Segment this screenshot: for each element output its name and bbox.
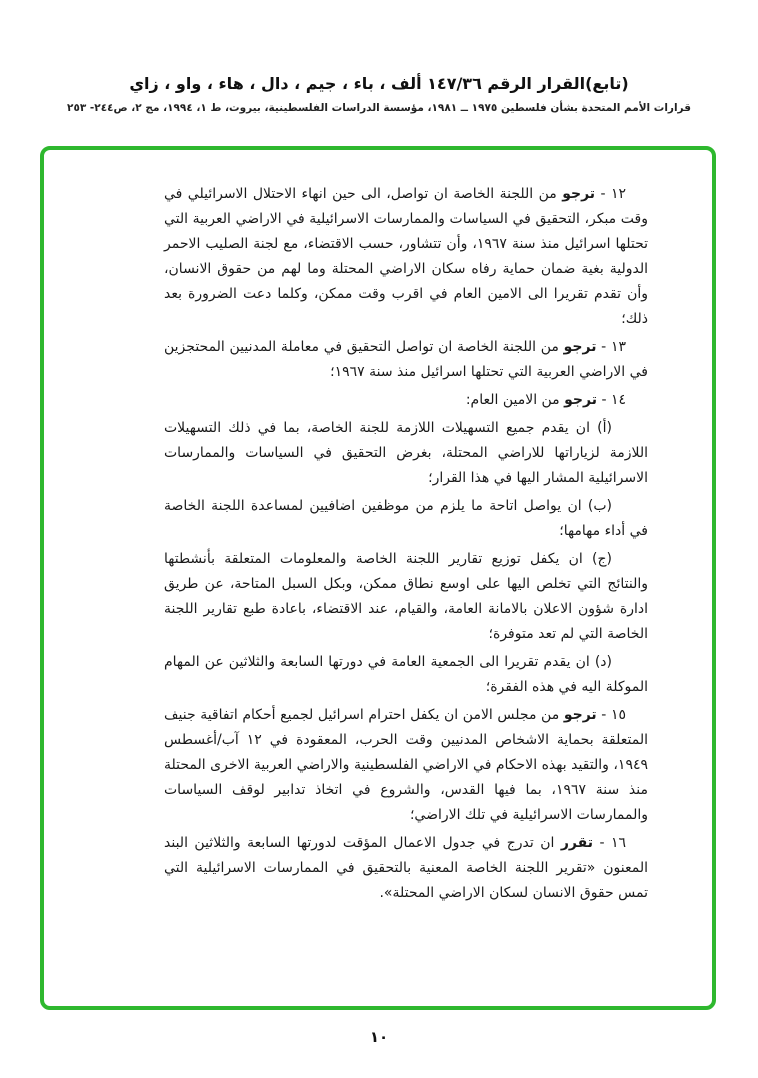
subparagraph-b bbox=[164, 494, 648, 544]
document-citation: قرارات الأمم المتحدة بشأن فلسطين ١٩٧٥ ــ ١٩٨١، مؤسسة الدراسات الفلسطينية، بيروت، ط ١، ١٩٩٤، مج ٢، ص٢٤٤- ٢٥٣ bbox=[67, 102, 691, 114]
paragraph-text: من مجلس الامن ان يكفل احترام اسرائيل لجميع أحكام اتفاقية جنيف المتعلقة بحماية الاشخاص المدنيين وقت الحرب، المعقودة في ١٢ آب/أغسطس ١٩٤٩، والتقيد بهذه الاحكام في الاراضي الفلسطينية والاراضي العربية الاخرى المحتلة منذ سنة ١٩٦٧، بما فيها القدس، والشروع في اتخاذ تدابير لوقف السياسات والممارسات الاسرائيلية في تلك الاراضي؛ bbox=[164, 707, 648, 823]
subparagraph-a bbox=[164, 416, 648, 491]
subparagraph-marker: (د) bbox=[594, 654, 613, 670]
paragraph-text: من اللجنة الخاصة ان تواصل، الى حين انهاء الاحتلال الاسرائيلي في وقت مبكر، التحقيق في السياسات والممارسات الاسرائيلية في الاراضي العربية التي تحتلها اسرائيل منذ سنة ١٩٦٧، وأن تتشاور، حسب الاقتضاء، مع لجنة الصليب الاحمر الدولية بغية ضمان حماية رفاه سكان الاراضي المحتلة وما لهم من حقوق الانسان، وأن تقدم تقريرا الى الامين العام في اقرب وقت ممكن، وكلما دعت الضرورة بعد ذلك؛ bbox=[164, 186, 648, 327]
paragraph-marker: ١٤ - bbox=[601, 392, 626, 408]
page-number: ١٠ bbox=[369, 1028, 389, 1046]
paragraph-marker: ١٦ - bbox=[599, 835, 626, 851]
subparagraph-text: ان يكفل توزيع تقارير اللجنة الخاصة والمعلومات المتعلقة بأنشطتها والنتائج التي تخلص اليها على اوسع نطاق ممكن، وبكل السبل المتاحة، عن طريق ادارة شؤون الاعلان بالامانة العامة، والقيام، عند الاقتضاء، باعادة طبع تقارير اللجنة الخاصة التي لم تعد متوفرة؛ bbox=[164, 551, 648, 642]
paragraph-text: ان تدرج في جدول الاعمال المؤقت لدورتها السابعة والثلاثين البند المعنون «تقرير اللجنة الخاصة المعنية بالتحقيق في الممارسات الاسرائيلية التي تمس حقوق الانسان لسكان الاراضي المحتلة». bbox=[164, 835, 648, 901]
subparagraph-text: ان يقدم جميع التسهيلات اللازمة للجنة الخاصة، بما في ذلك التسهيلات اللازمة لزياراتها للاراضي المحتلة، بغرض التحقيق في السياسات والممارسات الاسرائيلية المشار اليها في هذا القرار؛ bbox=[164, 420, 648, 486]
paragraph-lead: تقرر bbox=[560, 835, 593, 851]
subparagraph-d bbox=[164, 650, 648, 700]
paragraph-marker: ١٢ - bbox=[600, 186, 627, 202]
paragraph-14 bbox=[164, 388, 648, 413]
subparagraph-marker: (ب) bbox=[587, 498, 612, 514]
paragraph-16 bbox=[164, 831, 648, 906]
subparagraph-marker: (أ) bbox=[597, 420, 612, 436]
paragraph-lead: ترجو bbox=[563, 339, 597, 355]
document-header bbox=[0, 74, 758, 114]
paragraph-lead: ترجو bbox=[563, 707, 597, 723]
green-border-frame bbox=[40, 146, 716, 1010]
paragraph-lead: ترجو bbox=[564, 392, 597, 408]
resolution-text-block bbox=[164, 182, 648, 909]
paragraph-lead: ترجو bbox=[562, 186, 596, 202]
subparagraph-j bbox=[164, 547, 648, 647]
subparagraph-marker: (ج) bbox=[592, 551, 613, 567]
subparagraph-text: ان يقدم تقريرا الى الجمعية العامة في دورتها السابعة والثلاثين عن المهام الموكلة اليه في هذه الفقرة؛ bbox=[164, 654, 648, 695]
paragraph-text: من اللجنة الخاصة ان تواصل التحقيق في معاملة المدنيين المحتجزين في الاراضي العربية التي تحتلها اسرائيل منذ سنة ١٩٦٧؛ bbox=[164, 339, 648, 380]
document-title: (تابع)القرار الرقم ١٤٧/٣٦ ألف ، باء ، جيم ، دال ، هاء ، واو ، زاي bbox=[129, 74, 629, 93]
paragraph-marker: ١٥ - bbox=[601, 707, 626, 723]
paragraph-12 bbox=[164, 182, 648, 332]
paragraph-13 bbox=[164, 335, 648, 385]
paragraph-marker: ١٣ - bbox=[601, 339, 626, 355]
paragraph-text: من الامين العام: bbox=[465, 392, 560, 408]
subparagraph-text: ان يواصل اتاحة ما يلزم من موظفين اضافيين لمساعدة اللجنة الخاصة في أداء مهامها؛ bbox=[164, 498, 648, 539]
paragraph-15 bbox=[164, 703, 648, 828]
